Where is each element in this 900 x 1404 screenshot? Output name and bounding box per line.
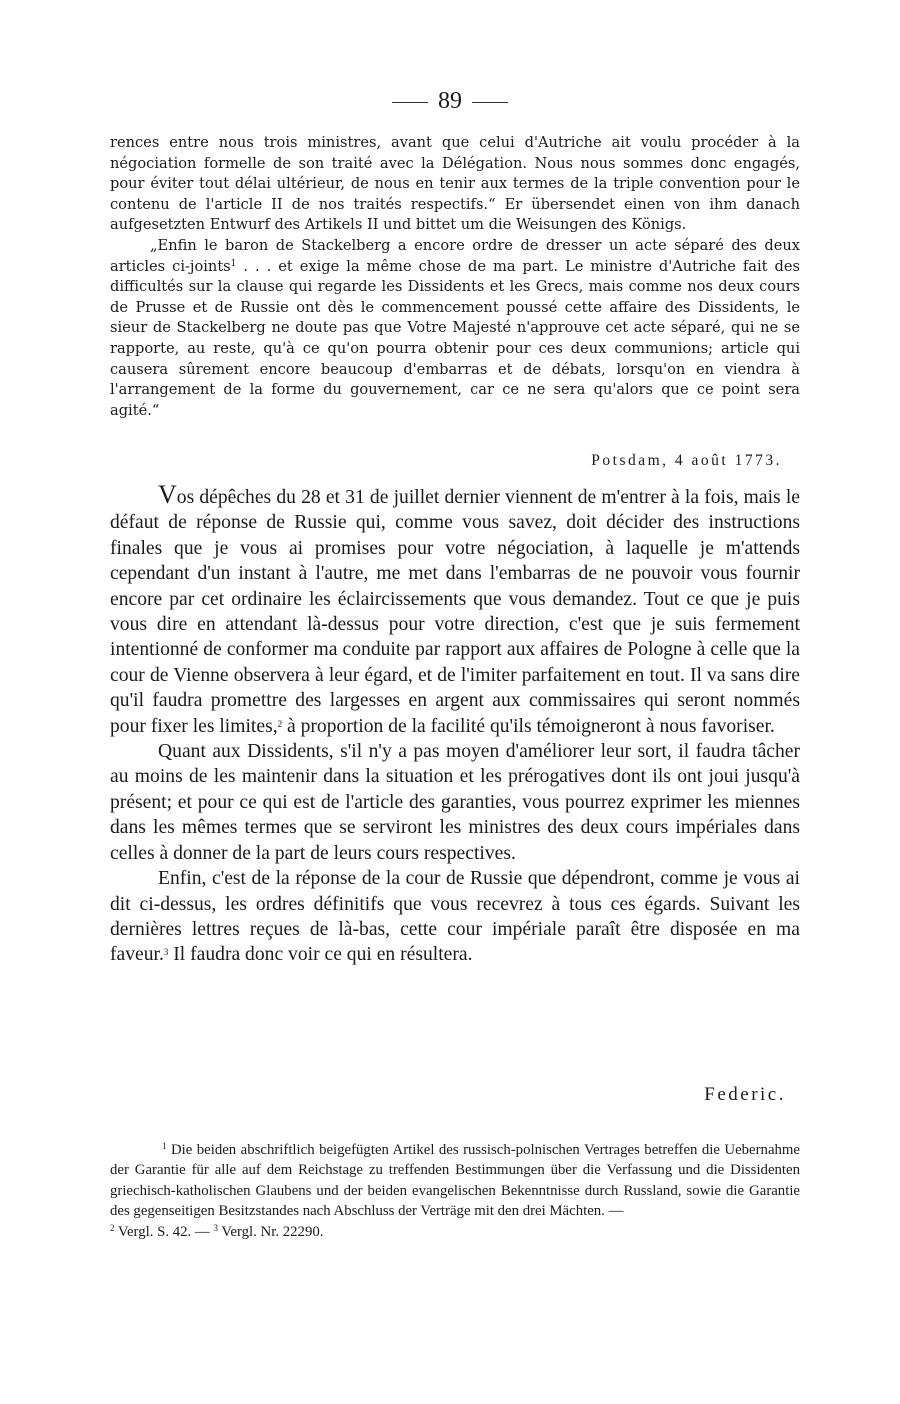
footnote-3-text: Vergl. Nr. 22290. [217, 1223, 324, 1240]
quoted-paragraph-2-text-a: „Enfin le baron de Stackelberg a encore ordre de dresser un acte séparé des deux articles ci-joints [110, 236, 800, 275]
page-number-dash-left [392, 102, 428, 103]
letter-body [110, 482, 800, 968]
footnote-2-3 [110, 1222, 800, 1242]
footnote-ref-2: 2 [277, 718, 283, 729]
letter-paragraph-3-text-a: Enfin, c'est de la réponse de la cour de Russie que dépendront, comme je vous ai dit ci-dessus, les ordres définitifs que vous recevrez à tous ces égards. Suivant les dernières lettres reçues de là-bas, cette cour impériale paraît être disposée en ma faveur. [110, 868, 800, 966]
dateline: Potsdam, 4 août 1773. [591, 452, 782, 469]
letter-paragraph-1 [110, 482, 800, 739]
footnotes [110, 1140, 800, 1242]
footnote-1-mark: 1 [162, 1141, 167, 1151]
quoted-paragraph-2 [110, 236, 800, 421]
quoted-paragraph-2-text-b: . . . et exige la même chose de ma part. Le ministre d'Autriche fait des difficultés sur la clause qui regarde les Dissidents et les Grecs, mais comme nos deux cours de Prusse et de Russie ont dès le commencement poussé cette affaire des Dissidents, le sieur de Stackelberg ne doute pas que Votre Majesté n'approuve cet acte séparé, qui ne se rapporte, au reste, qu'à ce qu'on pourra obtenir pour ces deux communions; article qui causera sûrement encore beaucoup d'embarras et de débats, lorsqu'on en viendra à l'arrangement de la forme du gouvernement, car ce ne sera qu'alors que ce point sera agité.“ [110, 257, 800, 419]
page-number-text: 89 [438, 88, 462, 114]
page-number [0, 88, 900, 115]
quoted-paragraph-1: rences entre nous trois ministres, avant que celui d'Autriche ait voulu procéder à la négociation formelle de son traité avec la Délégation. Nous nous sommes donc engagés, pour éviter tout délai ultérieur, de nous en tenir aux termes de la triple convention pour le contenu de l'article II de nos traités respectifs.“ Er übersendet einen von ihm danach aufgesetzten Entwurf des Artikels II und bittet um die Weisungen des Königs. [110, 134, 800, 234]
footnote-1 [110, 1140, 800, 1222]
footnote-ref-3: 3 [163, 947, 169, 958]
letter-paragraph-3-text-b: Il faudra donc voir ce qui en résultera. [168, 944, 473, 966]
letter-paragraph-1-text-b: à proportion de la facilité qu'ils témoigneront à nous favoriser. [282, 715, 775, 737]
page-number-dash-right [472, 102, 508, 103]
footnote-2-text: Vergl. S. 42. — [114, 1223, 214, 1240]
letter-paragraph-3 [110, 866, 800, 968]
signature: Federic. [704, 1084, 786, 1105]
footnote-1-text: Die beiden abschriftlich beigefügten Artikel des russisch-polnischen Vertrages betreffen die Uebernahme der Garantie für alle auf dem Reichstage zu treffenden Bestimmungen über die Verfassung und die Dissidenten griechisch-katholischen Glaubens und der beiden evangelischen Bekenntnisse durch Russland, sowie die Garantie des gegenseitigen Besitzstandes nach Abschluss der Verträge mit den drei Mächten. — [110, 1142, 800, 1220]
quoted-report [110, 133, 800, 421]
footnote-ref-1: 1 [230, 258, 237, 269]
letter-paragraph-2: Quant aux Dissidents, s'il n'y a pas moyen d'améliorer leur sort, il faudra tâcher au moins de les maintenir dans la situation et les prérogatives dont ils ont joui jusqu'à présent; et pour ce qui est de l'article des garanties, vous pourrez exprimer les miennes dans les mêmes termes que se serviront les ministres des deux cours impériales dans celles à donner de la part de leurs cours respectives. [110, 741, 800, 864]
letter-paragraph-1-text-a: Vos dépêches du 28 et 31 de juillet dernier viennent de m'entrer à la fois, mais le défaut de réponse de Russie qui, comme vous savez, doit décider des instructions finales que je vous ai promises pour votre négociation, à laquelle je m'attends cependant d'un instant à l'autre, me met dans l'embarras de ne pouvoir vous fournir encore par cet ordinaire les éclaircissements que vous demandez. Tout ce que je puis vous dire en attendant là-dessus pour votre direction, c'est que je suis fermement intentionné de conformer ma conduite par rapport aux affaires de Pologne à celle que la cour de Vienne observera à leur égard, et de l'imiter parfaitement en tout. Il va sans dire qu'il faudra promettre des largesses en argent aux commissaires qui seront nommés pour fixer les limites, [110, 480, 800, 737]
footnote-2-mark: 2 [110, 1222, 115, 1233]
footnote-3-mark: 3 [213, 1222, 218, 1233]
